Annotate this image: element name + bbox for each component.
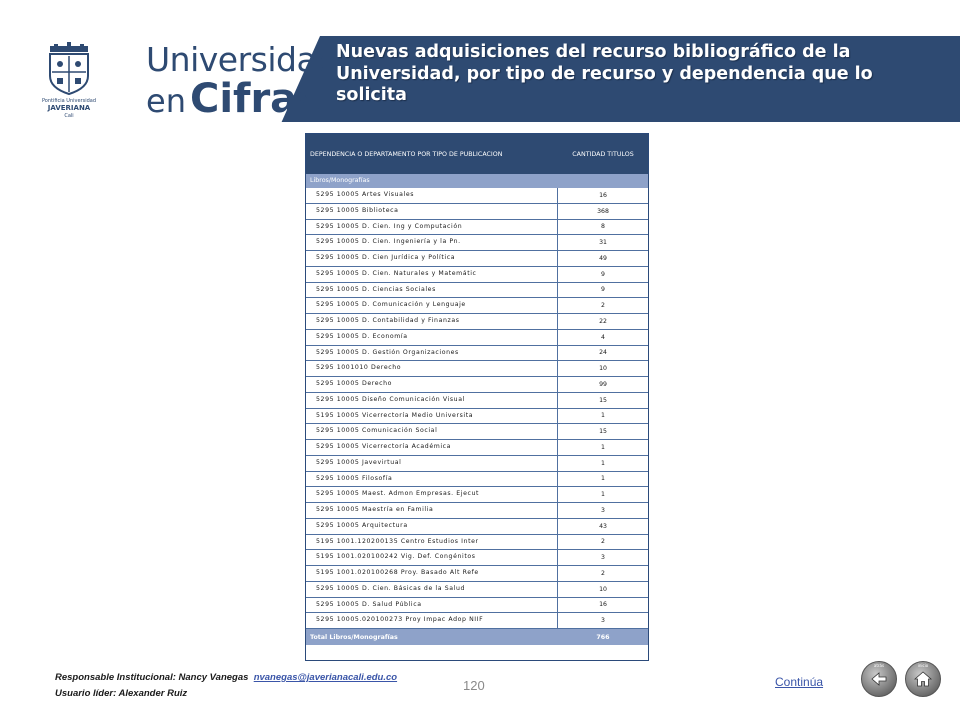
row-cantidad: 24 (599, 349, 607, 357)
column-header-dependencia: DEPENDENCIA O DEPARTAMENTO POR TIPO DE PUBLICACION (310, 150, 503, 158)
row-dependencia: 5195 1001.120200135 Centro Estudios Inter (306, 535, 558, 550)
row-dependencia: 5295 10005 Artes Visuales (306, 188, 558, 203)
row-cantidad: 49 (599, 254, 607, 262)
header-banner (0, 36, 960, 122)
row-cantidad: 99 (599, 380, 607, 388)
table-row (306, 361, 648, 377)
table-row (306, 188, 648, 204)
row-cantidad: 15 (599, 396, 607, 404)
row-cantidad: 15 (599, 428, 607, 436)
row-cantidad: 2 (601, 538, 605, 546)
row-cantidad: 1 (601, 443, 605, 451)
row-dependencia: 5295 10005 Biblioteca (306, 204, 558, 219)
row-cantidad: 31 (599, 239, 607, 247)
row-dependencia: 5295 10005 Filosofía (306, 472, 558, 487)
footer-usuario: Usuario líder: Alexander Ruiz (55, 688, 188, 699)
row-cantidad: 9 (601, 286, 605, 294)
table-row (306, 314, 648, 330)
row-cantidad: 2 (601, 569, 605, 577)
table-row (306, 613, 648, 629)
table-row (306, 377, 648, 393)
table-row (306, 283, 648, 299)
university-crest-icon (36, 42, 102, 118)
row-dependencia: 5295 10005 D. Cien. Ing y Computación (306, 220, 558, 235)
row-cantidad: 16 (599, 191, 607, 199)
row-cantidad: 3 (601, 617, 605, 625)
footer-responsable (55, 670, 397, 686)
table-row (306, 298, 648, 314)
brand-cifras: Cifras (189, 76, 321, 122)
row-dependencia: 5295 10005 D. Cien. Básicas de la Salud (306, 582, 558, 597)
table-row (306, 598, 648, 614)
row-cantidad: 10 (599, 365, 607, 373)
row-dependencia: 5295 1001010 Derecho (306, 361, 558, 376)
row-dependencia: 5295 10005.020100273 Proy Impac Adop NIIF (306, 613, 558, 628)
row-cantidad: 3 (601, 506, 605, 514)
back-arrow-icon (869, 669, 889, 689)
row-dependencia: 5295 10005 Maestría en Familia (306, 503, 558, 518)
home-button[interactable] (905, 661, 941, 697)
back-button-label: atrás (873, 663, 885, 668)
row-dependencia: 5295 10005 D. Cien Jurídica y Política (306, 251, 558, 266)
row-dependencia: 5295 10005 D. Cien. Naturales y Matemátic (306, 267, 558, 282)
row-dependencia: 5295 10005 Maest. Admon Empresas. Ejecut (306, 487, 558, 502)
row-dependencia: 5295 10005 D. Cien. Ingeniería y la Pn. (306, 235, 558, 250)
table-row (306, 424, 648, 440)
table-row (306, 346, 648, 362)
row-dependencia: 5295 10005 Javevirtual (306, 456, 558, 471)
row-cantidad: 16 (599, 601, 607, 609)
row-dependencia: 5295 10005 D. Comunicación y Lenguaje (306, 298, 558, 313)
row-dependencia: 5295 10005 D. Economía (306, 330, 558, 345)
responsable-email-link[interactable]: nvanegas@javerianacali.edu.co (253, 672, 398, 683)
table-row (306, 582, 648, 598)
table-row (306, 472, 648, 488)
row-dependencia: 5295 10005 D. Gestión Organizaciones (306, 346, 558, 361)
table-row (306, 440, 648, 456)
row-dependencia: 5295 10005 D. Ciencias Sociales (306, 283, 558, 298)
total-label: Total Libros/Monografías (310, 633, 398, 641)
table-total-row (306, 629, 648, 645)
footer-credits (55, 670, 397, 702)
table-row (306, 566, 648, 582)
row-dependencia: 5295 10005 Arquitectura (306, 519, 558, 534)
table-row (306, 550, 648, 566)
row-dependencia: 5195 1001.020100242 Vig. Def. Congénitos (306, 550, 558, 565)
svg-text:JAVERIANA: JAVERIANA (47, 104, 91, 112)
row-cantidad: 22 (599, 317, 607, 325)
table-row (306, 204, 648, 220)
brand-en-cifras (146, 76, 321, 122)
row-cantidad: 4 (601, 333, 605, 341)
row-cantidad: 3 (601, 554, 605, 562)
row-dependencia: 5295 10005 Comunicación Social (306, 424, 558, 439)
row-cantidad: 1 (601, 491, 605, 499)
acquisitions-table (305, 133, 649, 661)
home-button-label: inicio (917, 663, 929, 668)
table-row (306, 456, 648, 472)
table-row (306, 330, 648, 346)
back-button[interactable] (861, 661, 897, 697)
brand-universidad: Universidad (146, 40, 337, 79)
row-dependencia: 5195 10005 Vicerrectoría Medio Universita (306, 409, 558, 424)
svg-text:Pontificia Universidad: Pontificia Universidad (41, 98, 97, 104)
table-row (306, 220, 648, 236)
table-row (306, 267, 648, 283)
total-value: 766 (596, 633, 610, 641)
row-cantidad: 1 (601, 412, 605, 420)
brand-en: en (146, 82, 186, 120)
row-dependencia: 5295 10005 D. Contabilidad y Finanzas (306, 314, 558, 329)
table-row (306, 235, 648, 251)
row-cantidad: 9 (601, 270, 605, 278)
row-dependencia: 5295 10005 Diseño Comunicación Visual (306, 393, 558, 408)
page-number: 120 (463, 678, 485, 693)
table-row (306, 251, 648, 267)
row-cantidad: 1 (601, 475, 605, 483)
table-row (306, 519, 648, 535)
responsable-text: Responsable Institucional: Nancy Vanegas (55, 672, 249, 683)
row-dependencia: 5295 10005 Vicerrectoría Académica (306, 440, 558, 455)
row-dependencia: 5195 1001.020100268 Proy. Basado Alt Refe (306, 566, 558, 581)
table-row (306, 487, 648, 503)
table-body (306, 188, 648, 629)
table-row (306, 535, 648, 551)
row-cantidad: 368 (597, 207, 609, 215)
section-header-libros: Libros/Monografías (306, 174, 648, 188)
page-title: Nuevas adquisiciones del recurso bibliográfico de la Universidad, por tipo de recurso y dependencia que lo solicita (336, 42, 873, 105)
row-dependencia: 5295 10005 Derecho (306, 377, 558, 392)
table-row (306, 503, 648, 519)
row-cantidad: 8 (601, 223, 605, 231)
row-cantidad: 1 (601, 459, 605, 467)
continua-link[interactable]: Continúa (775, 675, 824, 689)
table-header-row (306, 134, 648, 174)
home-icon (913, 669, 933, 689)
row-cantidad: 2 (601, 302, 605, 310)
row-cantidad: 43 (599, 522, 607, 530)
row-dependencia: 5295 10005 D. Salud Pública (306, 598, 558, 613)
svg-text:Cali: Cali (64, 113, 74, 118)
table-row (306, 409, 648, 425)
row-cantidad: 10 (599, 585, 607, 593)
table-row (306, 393, 648, 409)
column-header-cantidad: CANTIDAD TITULOS (572, 150, 634, 158)
